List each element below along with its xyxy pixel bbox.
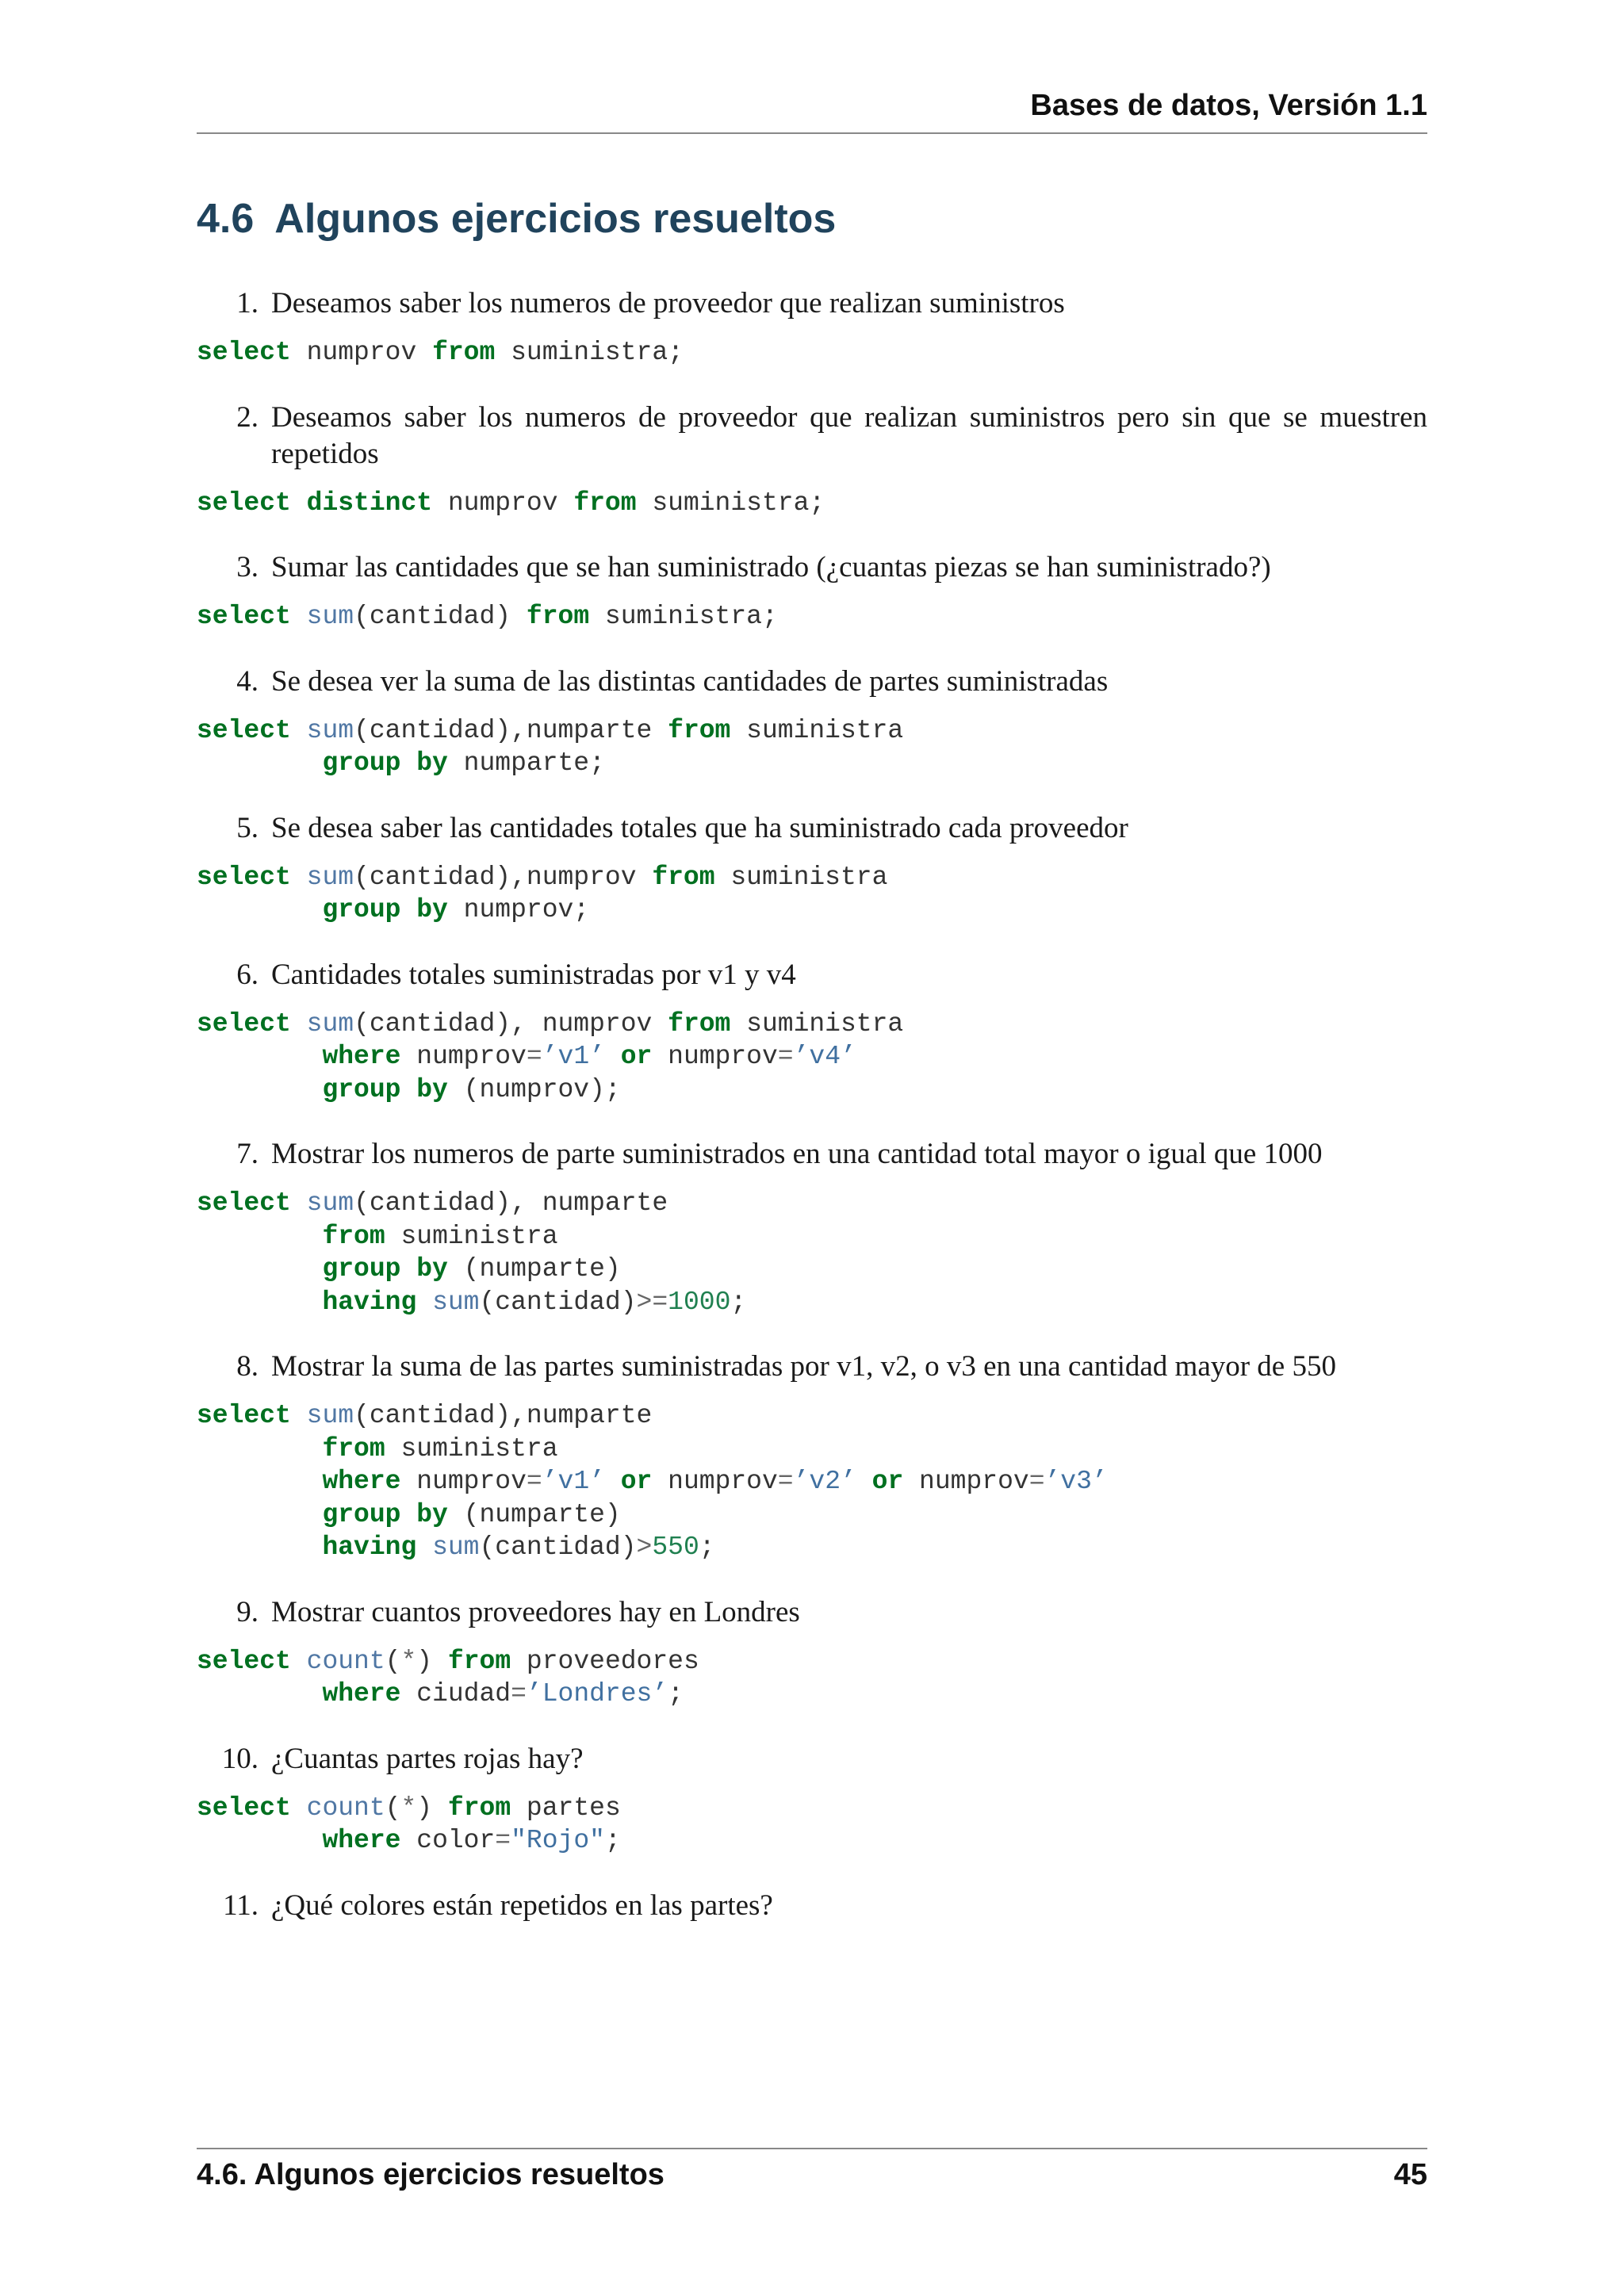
sql-operator: = bbox=[777, 1042, 794, 1071]
sql-keyword: where bbox=[322, 1826, 401, 1855]
code-text: ; bbox=[730, 1287, 747, 1317]
code-text: ( bbox=[385, 1793, 401, 1823]
sql-function: sum bbox=[432, 1533, 480, 1562]
code-line bbox=[197, 861, 1427, 894]
sql-keyword: where bbox=[322, 1467, 401, 1496]
sql-string: "Rojo" bbox=[511, 1826, 605, 1855]
code-line bbox=[197, 747, 1427, 780]
sql-string: ’v4’ bbox=[793, 1042, 856, 1071]
code-text: numprov; bbox=[447, 895, 590, 924]
sql-function: sum bbox=[306, 862, 354, 892]
sql-function: sum bbox=[306, 602, 354, 631]
code-text bbox=[197, 1467, 322, 1496]
code-text: numprov bbox=[652, 1042, 778, 1071]
exercise-number: 1. bbox=[236, 287, 259, 320]
code-line bbox=[197, 1286, 1427, 1319]
sql-function: count bbox=[306, 1793, 385, 1823]
code-text: numprov bbox=[903, 1467, 1029, 1496]
code-text bbox=[605, 1467, 621, 1496]
exercise-number: 2. bbox=[236, 400, 259, 434]
sql-keyword: from bbox=[432, 338, 496, 367]
sql-number: 550 bbox=[652, 1533, 699, 1562]
running-footer-section: 4.6. Algunos ejercicios resueltos bbox=[197, 2158, 665, 2191]
code-text bbox=[197, 895, 322, 924]
exercise-item bbox=[197, 1594, 1427, 1631]
code-text bbox=[291, 488, 307, 518]
code-text: suministra bbox=[730, 1008, 904, 1039]
sql-operator: = bbox=[526, 1042, 542, 1071]
exercise-item bbox=[197, 957, 1427, 993]
footer-divider bbox=[197, 2148, 1427, 2149]
exercise-number: 11. bbox=[223, 1888, 259, 1922]
code-text bbox=[416, 1533, 432, 1562]
exercise-text: Mostrar cuantos proveedores hay en Londres bbox=[271, 1595, 800, 1628]
sql-keyword: select bbox=[197, 602, 291, 631]
exercise-item bbox=[197, 1136, 1427, 1173]
code-line bbox=[197, 600, 1427, 633]
sql-keyword: having bbox=[322, 1287, 417, 1317]
code-line bbox=[197, 1531, 1427, 1564]
code-text: numprov bbox=[400, 1467, 527, 1496]
sql-operator: * bbox=[400, 1646, 417, 1676]
exercise-item bbox=[197, 664, 1427, 700]
code-text: ; bbox=[668, 1679, 684, 1709]
sql-keyword: group by bbox=[322, 1499, 448, 1529]
code-text bbox=[291, 1401, 307, 1430]
sql-string: ’v1’ bbox=[542, 1467, 605, 1496]
code-text: ( bbox=[385, 1646, 401, 1676]
code-text: (numparte) bbox=[447, 1499, 621, 1529]
exercise-text: Sumar las cantidades que se han suministrado (¿cuantas piezas se han suministrado?) bbox=[271, 551, 1271, 584]
sql-keyword: from bbox=[322, 1433, 385, 1464]
exercise-text: Se desea ver la suma de las distintas cantidades de partes suministradas bbox=[271, 664, 1109, 698]
exercise-number: 8. bbox=[236, 1350, 259, 1383]
exercise-text: Deseamos saber los numeros de proveedor que realizan suministros pero sin que se muestren repetidos bbox=[271, 400, 1427, 470]
sql-code-block bbox=[197, 1645, 1427, 1711]
code-text: (cantidad),numprov bbox=[354, 862, 653, 892]
code-line bbox=[197, 1253, 1427, 1286]
sql-keyword: from bbox=[447, 1646, 511, 1676]
section-heading bbox=[197, 195, 836, 243]
sql-keyword: select bbox=[197, 1793, 291, 1823]
code-text: ciudad bbox=[400, 1679, 511, 1709]
sql-operator: * bbox=[400, 1793, 417, 1823]
sql-function: sum bbox=[306, 1188, 354, 1218]
sql-keyword: group by bbox=[322, 1254, 448, 1284]
code-text: (cantidad),numparte bbox=[354, 715, 668, 745]
sql-keyword: where bbox=[322, 1679, 401, 1709]
code-text: (cantidad), numparte bbox=[354, 1188, 668, 1218]
code-line bbox=[197, 1824, 1427, 1858]
code-text: (cantidad), numprov bbox=[354, 1008, 668, 1039]
code-text bbox=[856, 1467, 872, 1496]
sql-keyword: having bbox=[322, 1533, 417, 1562]
code-text bbox=[197, 1679, 322, 1709]
code-text: numparte; bbox=[447, 748, 605, 778]
sql-code-block bbox=[197, 1399, 1427, 1564]
sql-keyword: select bbox=[197, 715, 291, 745]
code-text bbox=[197, 1500, 322, 1529]
code-text bbox=[197, 1042, 322, 1071]
sql-keyword: select bbox=[197, 1401, 291, 1430]
sql-code-block bbox=[197, 861, 1427, 927]
code-text bbox=[291, 863, 307, 892]
code-text: suministra bbox=[385, 1433, 558, 1464]
sql-keyword: from bbox=[322, 1221, 385, 1251]
sql-string: ’Londres’ bbox=[526, 1679, 668, 1709]
sql-keyword: distinct bbox=[306, 488, 433, 518]
sql-keyword: select bbox=[197, 1646, 291, 1676]
code-line bbox=[197, 1220, 1427, 1253]
sql-function: sum bbox=[306, 1008, 354, 1039]
sql-keyword: group by bbox=[322, 748, 448, 778]
code-text bbox=[291, 1009, 307, 1039]
sql-code-block bbox=[197, 1187, 1427, 1318]
page-number: 45 bbox=[1393, 2158, 1427, 2191]
sql-keyword: from bbox=[447, 1793, 511, 1823]
code-line bbox=[197, 1008, 1427, 1041]
section-title: Algunos ejercicios resueltos bbox=[274, 196, 837, 242]
sql-keyword: or bbox=[620, 1042, 653, 1071]
code-text: ) bbox=[416, 1793, 448, 1823]
sql-code-block bbox=[197, 600, 1427, 633]
sql-operator: = bbox=[511, 1679, 527, 1709]
code-text bbox=[197, 748, 322, 778]
header-divider bbox=[197, 132, 1427, 134]
sql-keyword: select bbox=[197, 1008, 291, 1039]
exercise-item bbox=[197, 285, 1427, 322]
code-text: numprov bbox=[652, 1467, 778, 1496]
sql-operator: = bbox=[495, 1826, 511, 1855]
sql-function: sum bbox=[432, 1287, 480, 1317]
sql-keyword: from bbox=[526, 602, 590, 631]
code-text: (numprov); bbox=[447, 1074, 621, 1104]
sql-operator: = bbox=[1028, 1467, 1045, 1496]
section-number: 4.6 bbox=[197, 196, 255, 242]
code-text: (cantidad) bbox=[479, 1533, 637, 1562]
code-text: ) bbox=[416, 1646, 448, 1676]
code-text bbox=[605, 1042, 621, 1071]
sql-code-block bbox=[197, 714, 1427, 780]
code-text: suministra bbox=[385, 1221, 558, 1251]
code-line bbox=[197, 1399, 1427, 1433]
sql-code-block bbox=[197, 336, 1427, 369]
code-text: (numparte) bbox=[447, 1254, 621, 1284]
code-text bbox=[197, 1826, 322, 1855]
sql-string: ’v3’ bbox=[1044, 1467, 1108, 1496]
running-header: Bases de datos, Versión 1.1 bbox=[1030, 89, 1427, 122]
code-line bbox=[197, 487, 1427, 520]
code-text: numprov bbox=[400, 1042, 527, 1071]
exercise-text: ¿Cuantas partes rojas hay? bbox=[271, 1742, 584, 1775]
exercise-number: 10. bbox=[221, 1742, 259, 1775]
exercise-text: Deseamos saber los numeros de proveedor que realizan suministros bbox=[271, 287, 1065, 320]
sql-keyword: select bbox=[197, 488, 291, 518]
exercise-number: 4. bbox=[236, 664, 259, 698]
code-line bbox=[197, 894, 1427, 927]
sql-operator: = bbox=[526, 1467, 542, 1496]
code-line bbox=[197, 714, 1427, 748]
code-text: numprov bbox=[432, 488, 574, 518]
code-line bbox=[197, 1433, 1427, 1466]
code-text: ; bbox=[699, 1533, 715, 1562]
code-text bbox=[291, 602, 307, 631]
code-line bbox=[197, 1040, 1427, 1073]
exercise-text: Mostrar la suma de las partes suministradas por v1, v2, o v3 en una cantidad mayor de 550 bbox=[271, 1350, 1336, 1383]
code-line bbox=[197, 1073, 1427, 1107]
code-text bbox=[291, 1793, 307, 1823]
code-line bbox=[197, 1645, 1427, 1678]
sql-keyword: select bbox=[197, 862, 291, 892]
sql-keyword: from bbox=[652, 862, 715, 892]
exercise-number: 3. bbox=[236, 551, 259, 584]
sql-keyword: from bbox=[668, 715, 731, 745]
sql-function: sum bbox=[306, 1401, 354, 1430]
code-text: color bbox=[400, 1826, 496, 1855]
code-text bbox=[291, 1188, 307, 1218]
sql-function: sum bbox=[306, 715, 354, 745]
sql-string: ’v1’ bbox=[542, 1042, 605, 1071]
code-text bbox=[197, 1222, 322, 1251]
code-text: ; bbox=[604, 1826, 621, 1855]
exercise-item bbox=[197, 400, 1427, 473]
code-line bbox=[197, 1792, 1427, 1825]
code-text: suministra bbox=[730, 715, 904, 745]
sql-operator: = bbox=[777, 1467, 794, 1496]
code-text: (cantidad) bbox=[354, 602, 527, 631]
exercise-list bbox=[197, 285, 1427, 1924]
exercise-text: ¿Qué colores están repetidos en las partes? bbox=[271, 1888, 773, 1922]
sql-code-block bbox=[197, 487, 1427, 520]
sql-keyword: group by bbox=[322, 1074, 448, 1104]
code-line bbox=[197, 1678, 1427, 1711]
exercise-number: 6. bbox=[236, 958, 259, 991]
code-text: suministra; bbox=[495, 338, 684, 367]
exercise-number: 5. bbox=[236, 811, 259, 844]
exercise-item bbox=[197, 549, 1427, 586]
sql-code-block bbox=[197, 1792, 1427, 1858]
sql-function: count bbox=[306, 1646, 385, 1676]
code-text: (cantidad),numparte bbox=[354, 1401, 653, 1430]
code-line bbox=[197, 1465, 1427, 1498]
exercise-item bbox=[197, 1349, 1427, 1385]
code-text bbox=[197, 1075, 322, 1104]
code-line bbox=[197, 336, 1427, 369]
exercise-item bbox=[197, 810, 1427, 847]
code-text bbox=[197, 1254, 322, 1284]
sql-keyword: select bbox=[197, 338, 291, 367]
exercise-text: Mostrar los numeros de parte suministrados en una cantidad total mayor o igual que 1000 bbox=[271, 1138, 1323, 1170]
sql-keyword: from bbox=[573, 488, 637, 518]
code-text bbox=[291, 1647, 307, 1676]
code-text: partes bbox=[511, 1793, 621, 1823]
code-text: suministra; bbox=[636, 488, 825, 518]
exercise-number: 7. bbox=[236, 1138, 259, 1170]
code-text bbox=[197, 1434, 322, 1464]
code-text bbox=[416, 1288, 432, 1317]
code-text: proveedores bbox=[511, 1646, 699, 1676]
sql-code-block bbox=[197, 1008, 1427, 1107]
sql-keyword: group by bbox=[322, 895, 448, 924]
code-text: suministra; bbox=[589, 602, 778, 631]
code-text: (cantidad) bbox=[479, 1287, 637, 1317]
exercise-number: 9. bbox=[236, 1595, 259, 1628]
sql-keyword: from bbox=[668, 1008, 731, 1039]
exercise-text: Se desea saber las cantidades totales que ha suministrado cada proveedor bbox=[271, 811, 1128, 844]
sql-number: 1000 bbox=[668, 1287, 731, 1317]
code-text bbox=[291, 716, 307, 745]
sql-keyword: or bbox=[871, 1467, 904, 1496]
sql-string: ’v2’ bbox=[793, 1467, 856, 1496]
code-text: numprov bbox=[290, 338, 433, 367]
sql-keyword: where bbox=[322, 1042, 401, 1071]
exercise-item bbox=[197, 1888, 1427, 1924]
sql-operator: > bbox=[636, 1533, 653, 1562]
exercise-text: Cantidades totales suministradas por v1 y v4 bbox=[271, 958, 796, 991]
sql-operator: >= bbox=[636, 1287, 668, 1317]
sql-keyword: select bbox=[197, 1188, 291, 1218]
code-text bbox=[197, 1288, 322, 1317]
code-text: suministra bbox=[714, 862, 888, 892]
code-line bbox=[197, 1498, 1427, 1532]
exercise-item bbox=[197, 1741, 1427, 1777]
sql-keyword: or bbox=[620, 1467, 653, 1496]
code-text bbox=[197, 1533, 322, 1562]
code-line bbox=[197, 1187, 1427, 1220]
